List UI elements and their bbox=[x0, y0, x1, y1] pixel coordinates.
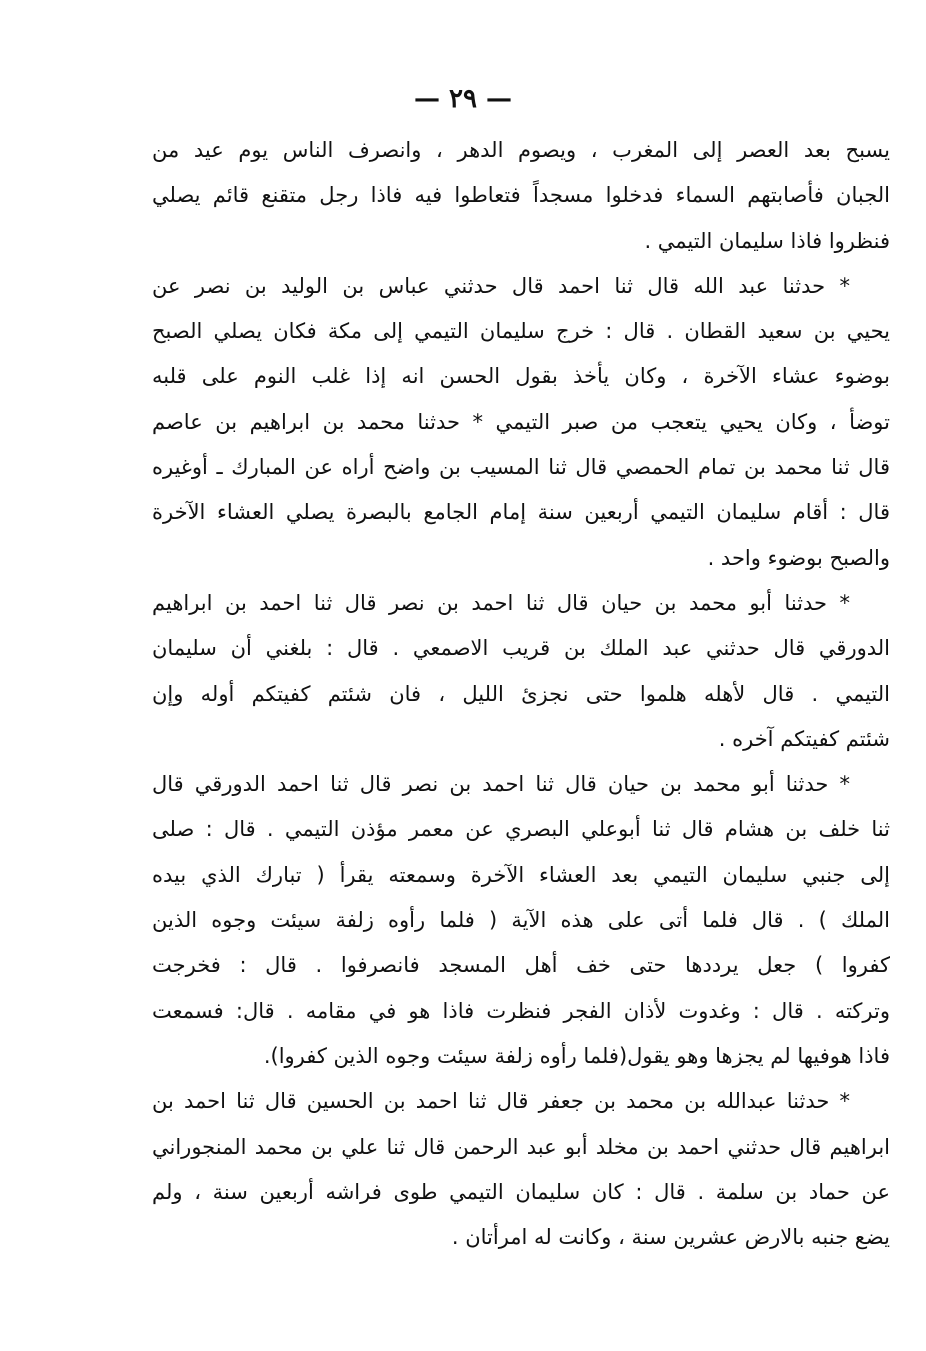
text-line: * حدثنا عبد الله قال ثنا احمد قال حدثني عباس بن الوليد بن نصر عن bbox=[152, 273, 850, 298]
text-line: يحيي بن سعيد القطان . قال : خرج سليمان التيمي إلى مكة فكان يصلي الصبح bbox=[152, 319, 890, 344]
text-line: * حدثنا أبو محمد بن حيان قال ثنا احمد بن نصر قال ثنا احمد بن ابراهيم bbox=[152, 590, 850, 615]
text-line: فاذا هوفيها لم يجزها وهو يقول(فلما رأوه زلفة سيئت وجوه الذين كفروا). bbox=[263, 1043, 890, 1068]
text-line: * حدثنا أبو محمد بن حيان قال ثنا احمد بن نصر قال ثنا احمد الدورقي قال bbox=[152, 772, 850, 797]
text-line: كفروا ) جعل يرددها حتى خف أهل المسجد فانصرفوا . قال : فخرجت bbox=[152, 953, 890, 978]
text-line: الدورقي قال حدثني عبد الملك بن قريب الاصمعي . قال : بلغني أن سليمان bbox=[152, 636, 890, 661]
text-line: * حدثنا عبدالله بن محمد بن جعفر قال ثنا احمد بن الحسين قال ثنا احمد بن bbox=[152, 1089, 850, 1114]
text-line: قال : أقام سليمان التيمي أربعين سنة إمام الجامع بالبصرة يصلي العشاء الآخرة bbox=[152, 500, 890, 525]
text-line: شئتم كفيتكم آخره . bbox=[718, 726, 890, 751]
text-line: توضأ ، وكان يحيي يتعجب من صبر التيمي * حدثنا محمد بن ابراهيم بن عاصم bbox=[152, 409, 890, 434]
text-line: الملك ) . قال فلما أتى على هذه الآية ( فلما رأوه زلفة سيئت وجوه الذين bbox=[152, 908, 890, 933]
text-line: الجبان فأصابتهم السماء فدخلوا مسجداً فتعاطوا فيه فاذا رجل متقنع قائم يصلي bbox=[152, 183, 890, 208]
text-line: إلى جنبي سليمان التيمي بعد العشاء الآخرة وسمعته يقرأ ( تبارك الذي بيده bbox=[152, 862, 890, 887]
text-line: ابراهيم قال حدثني احمد بن مخلد أبو عبد الرحمن قال ثنا علي بن محمد المنجوراني bbox=[152, 1134, 890, 1159]
text-line: بوضوء عشاء الآخرة ، وكان يأخذ بقول الحسن انه إذا غلب النوم على قلبه bbox=[152, 364, 890, 389]
page-number: — ٢٩ — bbox=[413, 84, 513, 114]
text-line: عن حماد بن سلمة . قال : كان سليمان التيمي طوى فراشه أربعين سنة ، ولم bbox=[152, 1179, 890, 1204]
text-line: يسبح بعد العصر إلى المغرب ، ويصوم الدهر ، وانصرف الناس يوم عيد من bbox=[152, 138, 890, 162]
text-line: والصبح بوضوء واحد . bbox=[707, 545, 890, 570]
body-text bbox=[152, 128, 890, 1260]
text-line: فنظروا فاذا سليمان التيمي . bbox=[644, 228, 890, 253]
text-line: وتركته . قال : وغدوت لأذان الفجر فنظرت فاذا هو في مقامه . قال: فسمعت bbox=[152, 998, 890, 1023]
text-line: يضع جنبه بالارض عشرين سنة ، وكانت له امرأتان . bbox=[451, 1225, 890, 1250]
text-line: قال ثنا محمد بن تمام الحمصي قال ثنا المسيب بن واضح أراه عن المبارك ـ أوغيره bbox=[152, 455, 890, 480]
text-line: ثنا خلف بن هشام قال ثنا أبوعلي البصري عن معمر مؤذن التيمي . قال : صلى bbox=[152, 817, 890, 842]
text-line: التيمي . قال لأهله هلموا حتى نجزئ الليل ، فان شئتم كفيتكم أوله وإن bbox=[152, 681, 890, 706]
